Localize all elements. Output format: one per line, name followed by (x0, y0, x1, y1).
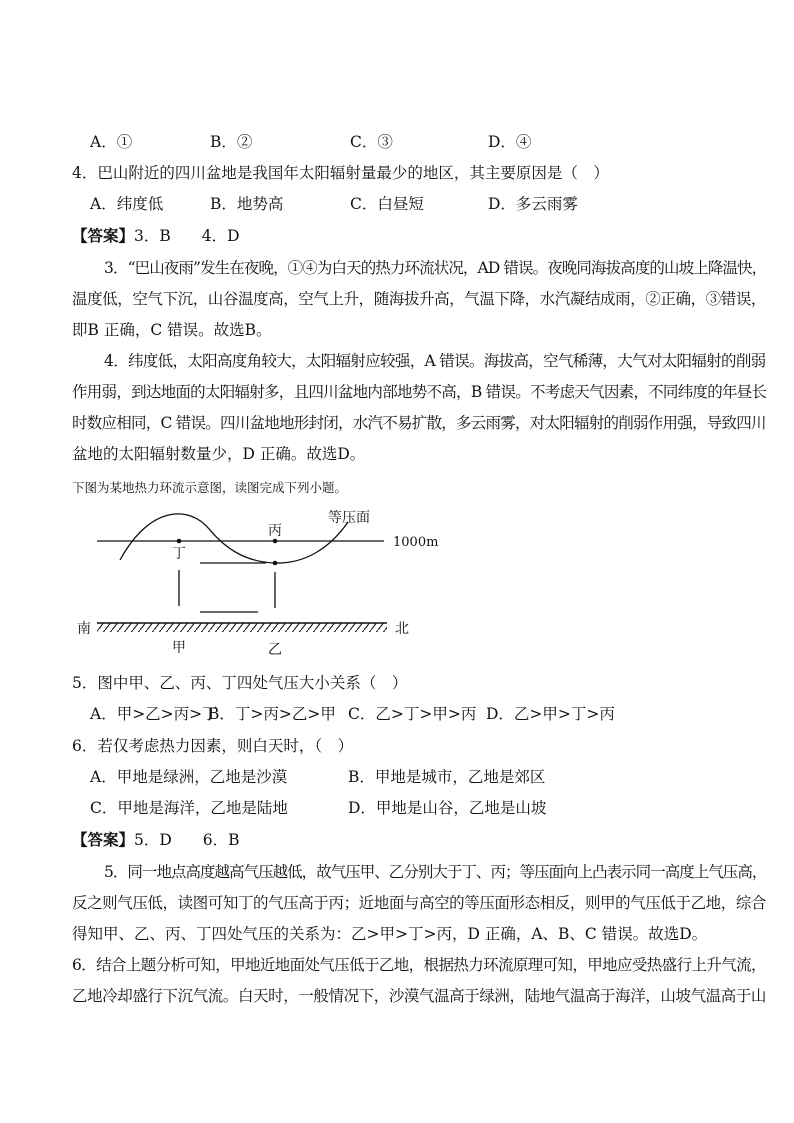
q5-option-b: B．丁>丙>乙>甲 (208, 705, 336, 723)
q6-stem: 6．若仅考虑热力因素，则白天时，（ ） (72, 737, 354, 755)
explain3-line-2: 温度低，空气下沉，山谷温度高，空气上升，随海拔升高，气温下降，水汽凝结成雨，②正确，③错误， (72, 290, 767, 308)
explain4-line-4: 盆地的太阳辐射数量少，D 正确。故选D。 (72, 445, 366, 463)
label-bing: 丙 (268, 523, 282, 539)
q5-stem: 5．图中甲、乙、丙、丁四处气压大小关系（ ） (72, 674, 408, 692)
answer-text: 3．B 4．D (134, 227, 240, 245)
q4-stem: 4．巴山附近的四川盆地是我国年太阳辐射量最少的地区，其主要原因是（ ） (72, 164, 609, 182)
explain4-line-2: 作用弱，到达地面的太阳辐射多，且四川盆地内部地势不高，B 错误。不考虑天气因素，不同纬度的年昼长 (72, 383, 767, 401)
explain4-line-1: 4．纬度低，太阳高度角较大，太阳辐射应较强，A 错误。海拔高，空气稀薄，大气对太阳辐射的削弱 (104, 352, 766, 370)
point-ding-dot (177, 539, 182, 544)
explain4-line-3: 时数应相同，C 错误。四川盆地地形封闭，水汽不易扩散，多云雨雾，对太阳辐射的削弱作用强，导致四川 (72, 414, 766, 432)
q4-option-c: C．白昼短 (350, 195, 424, 213)
q3-option-b: B．② (210, 133, 253, 151)
ground-hatch (97, 623, 387, 632)
answer-text: 5．D 6．B (134, 831, 240, 849)
label-ding: 丁 (172, 546, 186, 562)
explain6-line-1: 6．结合上题分析可知，甲地近地面处气压低于乙地，根据热力环流原理可知，甲地应受热盛行上升气流， (72, 956, 766, 974)
explain5-line-2: 反之则气压低，读图可知丁的气压高于丙；近地面与高空的等压面形态相反，则甲的气压低于乙地，综合 (72, 894, 767, 912)
answer-label: 【答案】 (72, 226, 135, 245)
answer-label: 【答案】 (72, 830, 135, 849)
q3-option-d: D．④ (488, 133, 532, 151)
isobar-curve (120, 514, 348, 563)
label-yi: 乙 (268, 642, 282, 658)
q5-option-a: A．甲>乙>丙>丁 (90, 705, 218, 723)
explain6-line-2: 乙地冷却盛行下沉气流。白天时，一般情况下，沙漠气温高于绿洲，陆地气温高于海洋，山坡气温高于山 (72, 987, 767, 1005)
isobar-label: 等压面 (328, 510, 370, 526)
q4-option-a: A．纬度低 (90, 195, 164, 213)
point-bing-dot (273, 539, 278, 544)
q4-option-b: B．地势高 (210, 195, 284, 213)
q3-option-c: C．③ (350, 133, 393, 151)
q6-option-d: D．甲地是山谷，乙地是山坡 (348, 799, 547, 817)
explain5-line-3: 得知甲、乙、丙、丁四处气压的关系为：乙>甲>丁>丙，D 正确，A、B、C 错误。故选D。 (72, 925, 708, 943)
q6-option-b: B．甲地是城市，乙地是郊区 (348, 768, 546, 786)
q5-option-c: C．乙>丁>甲>丙 (348, 705, 477, 723)
label-south: 南 (77, 621, 91, 637)
altitude-label: 1000m (393, 535, 439, 550)
q4-option-d: D．多云雨雾 (488, 195, 578, 213)
label-jia: 甲 (172, 640, 186, 656)
explain5-line-1: 5．同一地点高度越高气压越低，故气压甲、乙分别大于丁、丙；等压面向上凸表示同一高度上气压高， (104, 863, 767, 881)
diagram-intro: 下图为某地热力环流示意图，读图完成下列小题。 (72, 480, 348, 495)
q3-option-a: A．① (90, 133, 133, 151)
label-north: 北 (395, 621, 409, 637)
q5-option-d: D．乙>甲>丁>丙 (486, 705, 615, 723)
point-lower-dot (273, 561, 278, 566)
explain3-line-1: 3．“巴山夜雨”发生在夜晚，①④为白天的热力环流状况，AD 错误。夜晚同海拔高度的山坡上降温快， (104, 259, 767, 277)
explain3-line-3: 即B 正确，C 错误。故选B。 (72, 321, 272, 339)
q6-option-a: A．甲地是绿洲，乙地是沙漠 (90, 768, 288, 786)
q6-option-c: C．甲地是海洋，乙地是陆地 (90, 799, 288, 817)
answer-block-2 (72, 830, 240, 850)
